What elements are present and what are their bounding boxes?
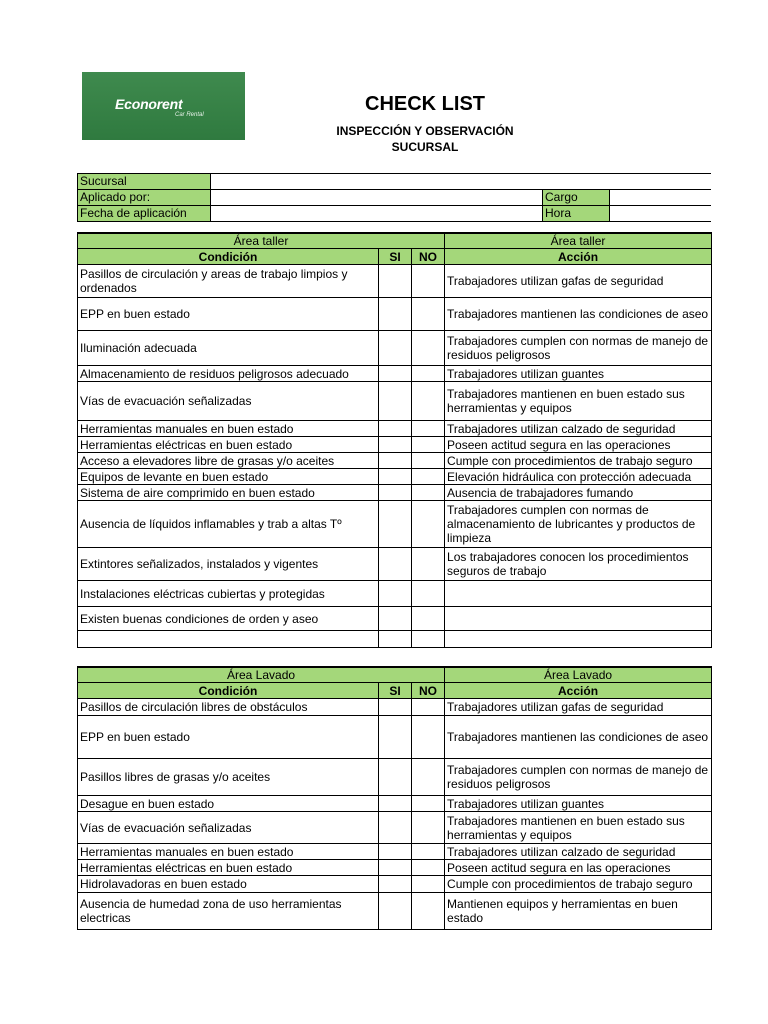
condition-cell: Desague en buen estado [78, 796, 379, 812]
action-cell: Cumple con procedimientos de trabajo seguro [445, 453, 712, 469]
field-cargo[interactable] [610, 190, 712, 206]
table-row [78, 469, 712, 485]
condition-cell: Herramientas eléctricas en buen estado [78, 437, 379, 453]
no-checkbox-cell[interactable] [412, 331, 445, 366]
condition-cell: Herramientas manuales en buen estado [78, 844, 379, 860]
no-checkbox-cell[interactable] [412, 759, 445, 796]
no-checkbox-cell[interactable] [412, 631, 445, 648]
condition-cell [78, 631, 379, 648]
condition-cell: Hidrolavadoras en buen estado [78, 876, 379, 893]
si-checkbox-cell[interactable] [379, 421, 412, 437]
condition-cell: Pasillos de circulación y areas de trabajo limpios y ordenados [78, 265, 379, 298]
condition-cell: Almacenamiento de residuos peligrosos adecuado [78, 366, 379, 382]
table-row [78, 876, 712, 893]
si-checkbox-cell[interactable] [379, 331, 412, 366]
section-title: Área Lavado [445, 667, 712, 683]
si-checkbox-cell[interactable] [379, 382, 412, 421]
info-header [77, 173, 711, 222]
condition-cell: Vías de evacuación señalizadas [78, 812, 379, 844]
condition-cell: Equipos de levante en buen estado [78, 469, 379, 485]
action-cell: Trabajadores utilizan calzado de seguridad [445, 844, 712, 860]
si-checkbox-cell[interactable] [379, 501, 412, 548]
table-row [78, 699, 712, 716]
condition-cell: Sistema de aire comprimido en buen estado [78, 485, 379, 501]
field-fecha[interactable] [211, 206, 543, 222]
no-checkbox-cell[interactable] [412, 716, 445, 759]
column-header-si: SI [379, 683, 412, 699]
condition-cell: Ausencia de humedad zona de uso herramientas electricas [78, 893, 379, 930]
si-checkbox-cell[interactable] [379, 469, 412, 485]
column-header-no: NO [412, 683, 445, 699]
si-checkbox-cell[interactable] [379, 716, 412, 759]
field-hora[interactable] [610, 206, 712, 222]
table-row [78, 437, 712, 453]
si-checkbox-cell[interactable] [379, 860, 412, 876]
no-checkbox-cell[interactable] [412, 876, 445, 893]
action-cell: Trabajadores cumplen con normas de almacenamiento de lubricantes y productos de limpieza [445, 501, 712, 548]
action-cell: Cumple con procedimientos de trabajo seguro [445, 876, 712, 893]
condition-cell: Extintores señalizados, instalados y vigentes [78, 548, 379, 581]
condition-cell: Ausencia de líquidos inflamables y trab a altas Tº [78, 501, 379, 548]
si-checkbox-cell[interactable] [379, 876, 412, 893]
no-checkbox-cell[interactable] [412, 812, 445, 844]
action-cell: Trabajadores cumplen con normas de manejo de residuos peligrosos [445, 759, 712, 796]
table-row [78, 796, 712, 812]
section-title: Área taller [445, 233, 712, 249]
action-cell: Poseen actitud segura en las operaciones [445, 860, 712, 876]
si-checkbox-cell[interactable] [379, 699, 412, 716]
action-cell: Trabajadores mantienen las condiciones de aseo [445, 298, 712, 331]
action-cell: Trabajadores utilizan gafas de seguridad [445, 265, 712, 298]
condition-cell: Herramientas manuales en buen estado [78, 421, 379, 437]
condition-cell: EPP en buen estado [78, 298, 379, 331]
action-cell: Elevación hidráulica con protección adecuada [445, 469, 712, 485]
field-aplicado[interactable] [211, 190, 543, 206]
action-cell: Trabajadores mantienen las condiciones de aseo [445, 716, 712, 759]
table-row [78, 844, 712, 860]
action-cell: Poseen actitud segura en las operaciones [445, 437, 712, 453]
checklist-taller [77, 232, 712, 648]
no-checkbox-cell[interactable] [412, 501, 445, 548]
si-checkbox-cell[interactable] [379, 581, 412, 607]
condition-cell: EPP en buen estado [78, 716, 379, 759]
condition-cell: Vías de evacuación señalizadas [78, 382, 379, 421]
condition-cell: Acceso a elevadores libre de grasas y/o aceites [78, 453, 379, 469]
condition-cell: Iluminación adecuada [78, 331, 379, 366]
no-checkbox-cell[interactable] [412, 421, 445, 437]
no-checkbox-cell[interactable] [412, 581, 445, 607]
table-row [78, 759, 712, 796]
table-row [78, 382, 712, 421]
si-checkbox-cell[interactable] [379, 437, 412, 453]
label-aplicado: Aplicado por: [78, 190, 211, 206]
no-checkbox-cell[interactable] [412, 607, 445, 631]
table-row [78, 366, 712, 382]
condition-cell: Pasillos libres de grasas y/o aceites [78, 759, 379, 796]
table-row [78, 501, 712, 548]
action-cell: Trabajadores utilizan guantes [445, 796, 712, 812]
label-cargo: Cargo [543, 190, 610, 206]
no-checkbox-cell[interactable] [412, 860, 445, 876]
si-checkbox-cell[interactable] [379, 366, 412, 382]
no-checkbox-cell[interactable] [412, 893, 445, 930]
table-row [78, 893, 712, 930]
action-cell: Mantienen equipos y herramientas en buen estado [445, 893, 712, 930]
table-row [78, 812, 712, 844]
action-cell: Trabajadores utilizan calzado de seguridad [445, 421, 712, 437]
label-sucursal: Sucursal [78, 174, 211, 190]
no-checkbox-cell[interactable] [412, 469, 445, 485]
table-row [78, 485, 712, 501]
si-checkbox-cell[interactable] [379, 265, 412, 298]
page-subtitle: INSPECCIÓN Y OBSERVACIÓN [336, 124, 514, 138]
si-checkbox-cell[interactable] [379, 812, 412, 844]
no-checkbox-cell[interactable] [412, 265, 445, 298]
page-subtitle-branch: SUCURSAL [391, 140, 459, 154]
section-title: Área taller [78, 233, 445, 249]
column-header-accion: Acción [445, 683, 712, 699]
company-logo [82, 72, 245, 140]
table-row [78, 331, 712, 366]
condition-cell: Pasillos de circulación libres de obstáculos [78, 699, 379, 716]
action-cell: Trabajadores mantienen en buen estado sus herramientas y equipos [445, 382, 712, 421]
action-cell [445, 607, 712, 631]
action-cell [445, 581, 712, 607]
column-header-accion: Acción [445, 249, 712, 265]
si-checkbox-cell[interactable] [379, 796, 412, 812]
label-hora: Hora [543, 206, 610, 222]
condition-cell: Instalaciones eléctricas cubiertas y protegidas [78, 581, 379, 607]
action-cell: Trabajadores mantienen en buen estado sus herramientas y equipos [445, 812, 712, 844]
si-checkbox-cell[interactable] [379, 607, 412, 631]
table-row [78, 607, 712, 631]
logo-tagline: Car Rental [175, 112, 204, 118]
no-checkbox-cell[interactable] [412, 298, 445, 331]
action-cell: Trabajadores utilizan guantes [445, 366, 712, 382]
column-header-si: SI [379, 249, 412, 265]
condition-cell: Herramientas eléctricas en buen estado [78, 860, 379, 876]
table-row [78, 453, 712, 469]
table-row [78, 860, 712, 876]
si-checkbox-cell[interactable] [379, 893, 412, 930]
no-checkbox-cell[interactable] [412, 437, 445, 453]
no-checkbox-cell[interactable] [412, 844, 445, 860]
action-cell [445, 631, 712, 648]
label-fecha: Fecha de aplicación [78, 206, 211, 222]
no-checkbox-cell[interactable] [412, 366, 445, 382]
table-row [78, 548, 712, 581]
action-cell: Los trabajadores conocen los procedimientos seguros de trabajo [445, 548, 712, 581]
checklist-lavado [77, 666, 712, 930]
table-row [78, 631, 712, 648]
table-row [78, 716, 712, 759]
si-checkbox-cell[interactable] [379, 453, 412, 469]
si-checkbox-cell[interactable] [379, 759, 412, 796]
si-checkbox-cell[interactable] [379, 485, 412, 501]
table-row [78, 265, 712, 298]
table-row [78, 298, 712, 331]
table-row [78, 581, 712, 607]
logo-wordmark: Econorent [115, 96, 183, 112]
si-checkbox-cell[interactable] [379, 844, 412, 860]
section-title: Área Lavado [78, 667, 445, 683]
no-checkbox-cell[interactable] [412, 699, 445, 716]
si-checkbox-cell[interactable] [379, 548, 412, 581]
table-row [78, 421, 712, 437]
condition-cell: Existen buenas condiciones de orden y aseo [78, 607, 379, 631]
no-checkbox-cell[interactable] [412, 382, 445, 421]
column-header-no: NO [412, 249, 445, 265]
si-checkbox-cell[interactable] [379, 298, 412, 331]
si-checkbox-cell[interactable] [379, 631, 412, 648]
action-cell: Trabajadores utilizan gafas de seguridad [445, 699, 712, 716]
no-checkbox-cell[interactable] [412, 453, 445, 469]
page-title: CHECK LIST [365, 93, 485, 115]
column-header-condicion: Condición [78, 249, 379, 265]
action-cell: Trabajadores cumplen con normas de manejo de residuos peligrosos [445, 331, 712, 366]
no-checkbox-cell[interactable] [412, 796, 445, 812]
field-sucursal[interactable] [211, 174, 712, 190]
no-checkbox-cell[interactable] [412, 485, 445, 501]
action-cell: Ausencia de trabajadores fumando [445, 485, 712, 501]
column-header-condicion: Condición [78, 683, 379, 699]
no-checkbox-cell[interactable] [412, 548, 445, 581]
